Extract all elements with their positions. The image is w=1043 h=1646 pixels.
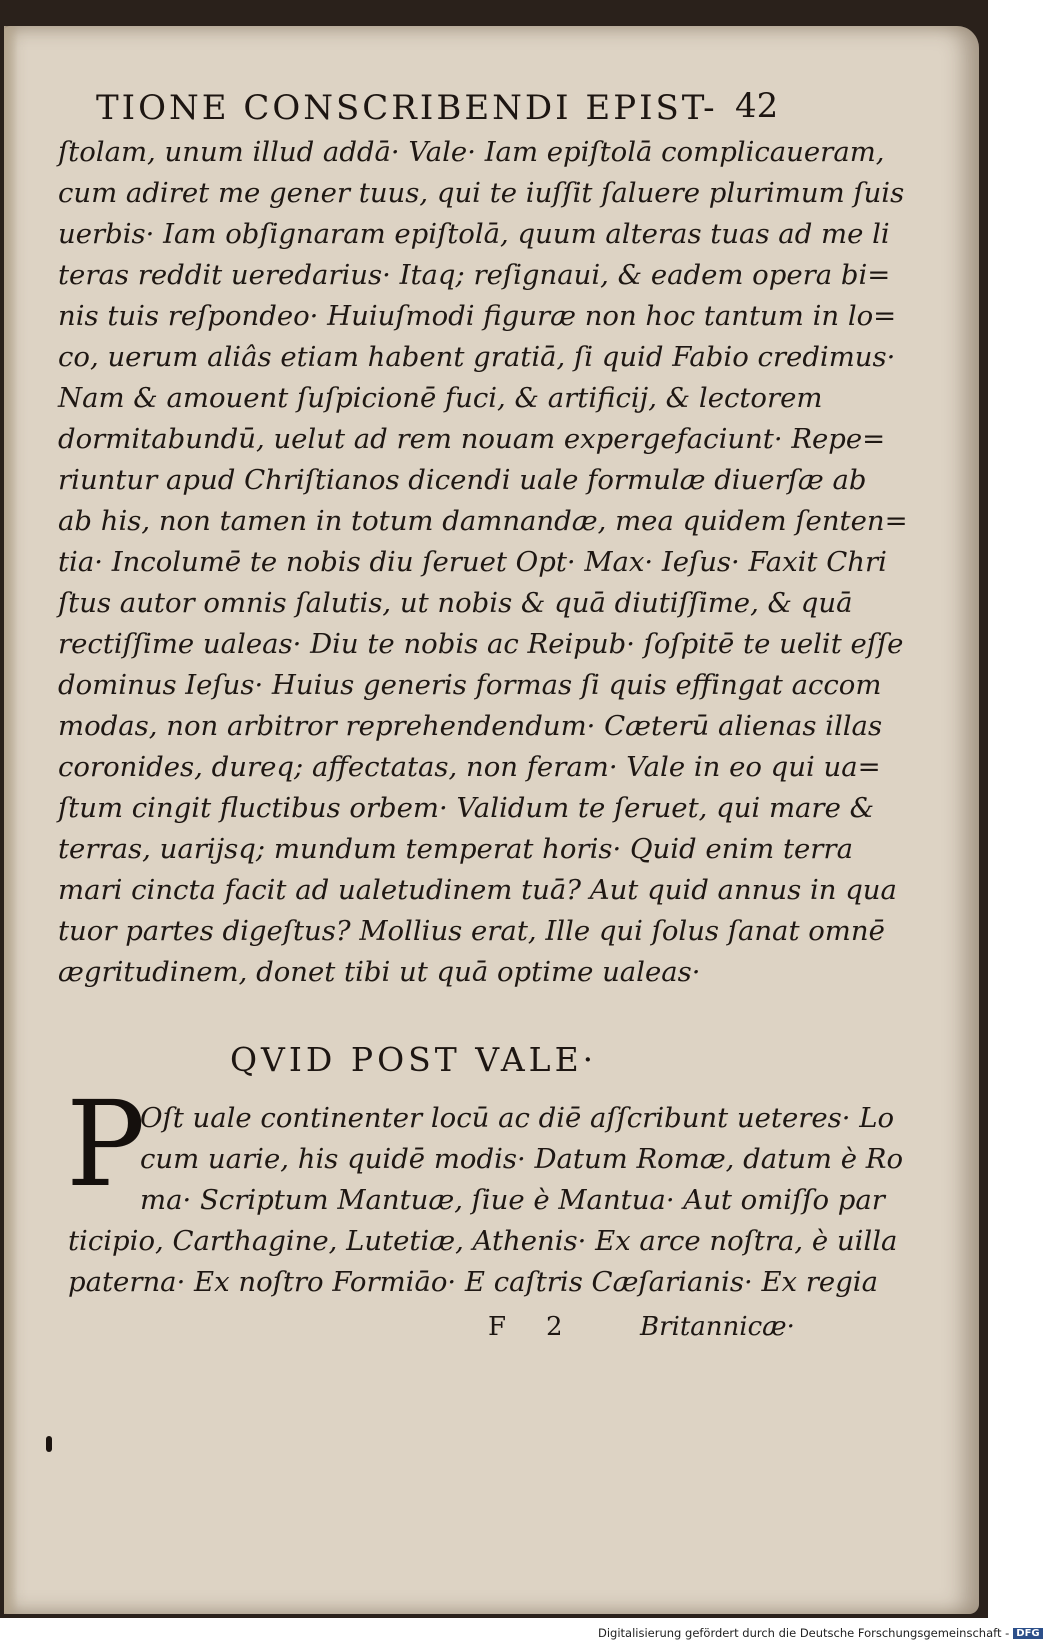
text-line: tuor partes digeſtus? Mollius erat, Ille qui ſolus ſanat omnē — [58, 915, 885, 947]
text-line: terras, uarijsq; mundum temperat horis· Quid enim terra — [58, 833, 853, 865]
text-line: riuntur apud Chriſtianos dicendi uale formulæ diuerſæ ab — [58, 464, 867, 496]
text-line: ma· Scriptum Mantuæ, ſiue è Mantua· Aut omiſſo par — [140, 1184, 885, 1216]
catchword: Britannicæ· — [640, 1312, 795, 1342]
signature-mark: F — [488, 1312, 507, 1342]
text-line: Nam & amouent ſuſpicionē fuci, & artificij, & lectorem — [58, 382, 823, 414]
text-line: ſtolam, unum illud addā· Vale· Iam epiſtolā complicaueram, — [58, 136, 885, 168]
text-line: uerbis· Iam obſignaram epiſtolā, quum alteras tuas ad me li — [58, 218, 890, 250]
text-line: co, uerum aliâs etiam habent gratiā, ſi quid Fabio credimus· — [58, 341, 896, 373]
text-line: ticipio, Carthagine, Lutetiæ, Athenis· Ex arce noſtra, è uilla — [68, 1225, 898, 1257]
text-line: mari cincta facit ad ualetudinem tuā? Aut quid annus in qua — [58, 874, 897, 906]
text-line: paterna· Ex noſtro Formiāo· E caſtris Cæſarianis· Ex regia — [68, 1266, 878, 1298]
text-line: nis tuis reſpondeo· Huiuſmodi figuræ non hoc tantum in lo= — [58, 300, 897, 332]
text-line: rectiſſime ualeas· Diu te nobis ac Reipub· ſoſpitē te uelit eſſe — [58, 628, 904, 660]
digitization-footer — [598, 1626, 1040, 1640]
drop-cap: P — [66, 1075, 146, 1213]
text-line: dormitabundū, uelut ad rem nouam expergefaciunt· Repe= — [58, 423, 886, 455]
running-head: TIONE CONSCRIBENDI EPIST- — [96, 88, 718, 128]
text-line: cum adiret me gener tuus, qui te iuſſit ſaluere plurimum ſuis — [58, 177, 905, 209]
text-line: ab his, non tamen in totum damnandæ, mea quidem ſenten= — [58, 505, 908, 537]
footer-credit: Digitalisierung gefördert durch die Deutsche Forschungsgemeinschaft - — [598, 1626, 1010, 1640]
signature-number: 2 — [546, 1312, 563, 1342]
section-heading: QVID POST VALE· — [230, 1040, 598, 1079]
text-line: modas, non arbitror reprehendendum· Cæterū alienas illas — [58, 710, 883, 742]
text-line: teras reddit ueredarius· Itaq; reſignaui, & eadem opera bi= — [58, 259, 891, 291]
page-gutter-shadow — [4, 26, 18, 1614]
text-line: Oſt uale continenter locū ac diē aſſcribunt ueteres· Lo — [140, 1102, 895, 1134]
dfg-logo: DFG — [1013, 1628, 1042, 1639]
text-line: tia· Incolumē te nobis diu ſeruet Opt· Max· Ieſus· Faxit Chri — [58, 546, 887, 578]
text-line: dominus Ieſus· Huius generis formas ſi quis effingat accom — [58, 669, 882, 701]
ink-blot — [46, 1436, 52, 1452]
folio-number: 42 — [735, 86, 779, 126]
text-line: ſtus autor omnis ſalutis, ut nobis & quā diutiſſime, & quā — [58, 587, 853, 619]
text-line: ægritudinem, donet tibi ut quā optime ualeas· — [58, 956, 701, 988]
text-line: cum uarie, his quidē modis· Datum Romæ, datum è Ro — [140, 1143, 904, 1175]
text-line: coronides, dureq; affectatas, non feram· Vale in eo qui ua= — [58, 751, 881, 783]
text-line: ſtum cingit fluctibus orbem· Validum te ſeruet, qui mare & — [58, 792, 875, 824]
